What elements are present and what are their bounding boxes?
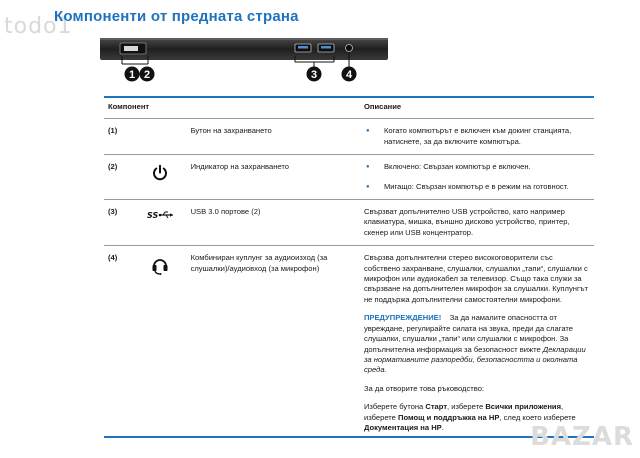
callout-3: 3	[310, 69, 318, 81]
row-description	[360, 119, 594, 155]
bullet-item: ● Когато компютърът е включен към докинг станцията, натиснете, за да включите компютъра.	[364, 126, 590, 147]
row-component-name: Бутон на захранването	[187, 119, 360, 155]
table-bottom-rule	[104, 436, 594, 438]
row-icon-cell	[139, 155, 187, 200]
bullet-item: ● Включено: Свързан компютър е включен.	[364, 162, 590, 172]
help-support-label: Помощ и поддръжка на HP	[398, 412, 500, 422]
description-text: Свързва допълнителни стерео високоговорители със собствено захранване, слушалки, слушалки „тапи“, слушалки с микрофон или аудиокабел за телевизор. Също така служи за свързване на допълнителен микрофон за слушалки. Куплунгът не поддържа допълнителни самостоятелни микрофони.	[363, 253, 588, 304]
start-label: Старт	[425, 402, 448, 412]
hp-docs-label: Документация на HP	[363, 422, 442, 432]
row-component-name: USB 3.0 портове (2)	[187, 200, 360, 246]
row-component-name: Комбиниран куплунг за аудиоизход (за слушалки)/аудиовход (за микрофон)	[190, 253, 328, 273]
table-row	[104, 200, 594, 246]
table-row	[104, 155, 594, 200]
row-description	[360, 246, 594, 441]
row-number: (2)	[104, 155, 139, 200]
components-table	[104, 98, 594, 440]
instruction-text: .	[441, 422, 444, 432]
row-number: (3)	[104, 200, 139, 246]
page-title: Компоненти от предната страна	[54, 8, 299, 25]
header-description: Описание	[360, 98, 594, 119]
row-number: (4)	[108, 253, 118, 263]
audio-jack-graphic	[346, 45, 353, 52]
row-icon-cell	[139, 246, 187, 441]
callout-4: 4	[345, 69, 353, 81]
warning-text: За да намалите опасността от увреждане, регулирайте силата на звука, преди да слагате слушалки, слушалки „тапи“ или слушалки с микрофон. За допълнителна информация за безопасност вижте	[363, 313, 573, 354]
bullet-item: ● Мигащо: Свързан компютър е в режим на готовност.	[364, 182, 590, 192]
all-apps-label: Всички приложения	[485, 402, 562, 412]
warning-paragraph	[364, 313, 590, 375]
watermark: BAZAR	[530, 422, 634, 452]
warning-label: ПРЕДУПРЕЖДЕНИЕ!	[363, 313, 442, 323]
svg-text:SS: SS	[147, 211, 159, 221]
row-icon-empty	[139, 119, 187, 155]
power-icon	[151, 164, 169, 182]
callout-2: 2	[143, 69, 151, 81]
warning-reference: Декларации за нормативните разпоредби, безопасността и околната среда.	[363, 344, 586, 375]
open-guide-text: За да отворите това ръководство:	[363, 383, 485, 393]
header-component: Компонент	[104, 98, 360, 119]
headset-icon	[151, 255, 169, 275]
table-row	[104, 246, 594, 441]
instruction-text: , изберете	[363, 402, 564, 422]
row-description	[360, 155, 594, 200]
row-component-name: Индикатор на захранването	[187, 155, 360, 200]
dock-front-illustration	[0, 30, 640, 90]
row-icon-cell	[139, 200, 187, 246]
usb-ss-icon	[147, 209, 175, 221]
watermark: todo1	[4, 14, 73, 39]
table-header-row	[104, 98, 594, 119]
table-row	[104, 119, 594, 155]
instruction-text: Изберете бутона	[363, 402, 426, 412]
instruction-text: , след което изберете	[499, 412, 576, 422]
instruction-text: , изберете	[447, 402, 486, 412]
row-number: (1)	[104, 119, 139, 155]
row-description: Свързват допълнително USB устройство, като например клавиатура, мишка, външно дисково устройство, принтер, скенер или USB концентратор.	[360, 200, 594, 246]
callout-1: 1	[128, 69, 136, 81]
